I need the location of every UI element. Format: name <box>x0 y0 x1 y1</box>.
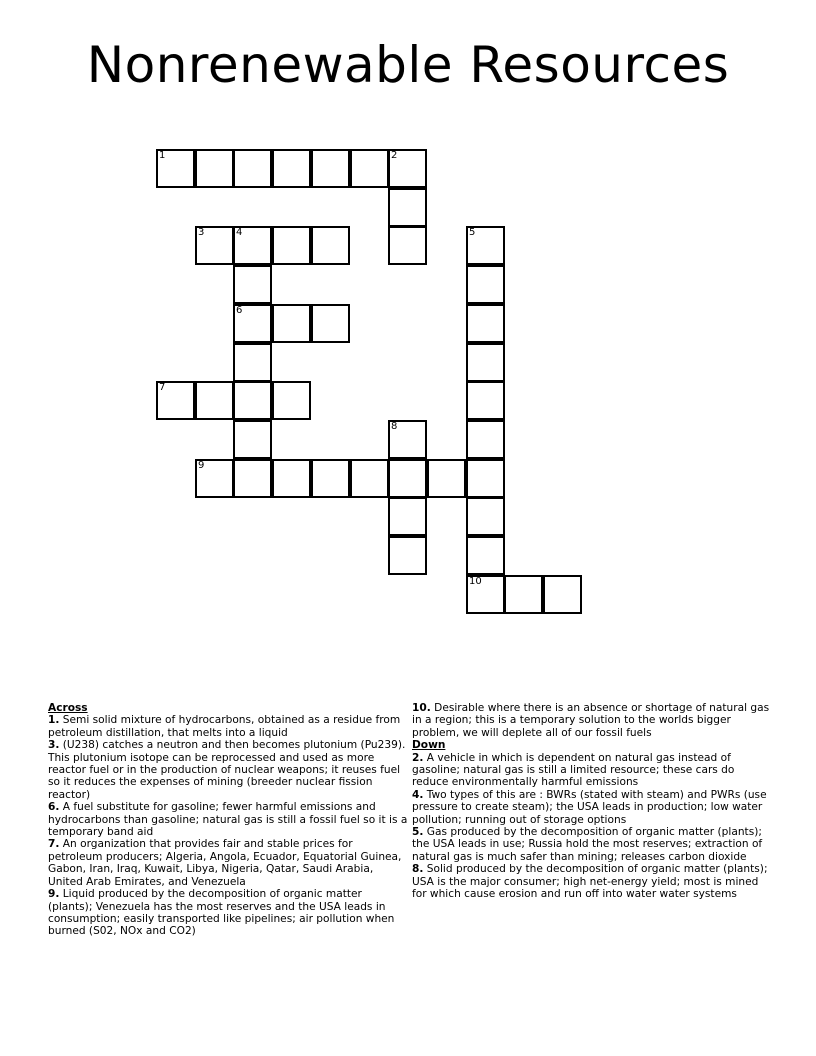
cell-number: 7 <box>159 382 166 393</box>
clue-number: 8. <box>412 863 424 876</box>
grid-cell[interactable] <box>466 226 505 265</box>
grid-cell[interactable] <box>272 226 311 265</box>
clue-across-6 <box>48 801 408 838</box>
grid-cell[interactable] <box>466 304 505 343</box>
grid-cell[interactable] <box>233 420 272 459</box>
clue-across-1 <box>48 714 408 739</box>
grid-cell[interactable] <box>466 420 505 459</box>
grid-cell[interactable] <box>195 381 234 420</box>
clue-down-8 <box>412 863 772 900</box>
cell-number: 6 <box>236 305 243 316</box>
clue-across-3 <box>48 739 408 801</box>
clue-number: 10. <box>412 702 431 714</box>
grid-cell[interactable] <box>233 265 272 304</box>
grid-cell[interactable] <box>466 459 505 498</box>
grid-cell[interactable] <box>311 149 350 188</box>
grid-cell[interactable] <box>311 459 350 498</box>
clue-across-7 <box>48 838 408 888</box>
grid-cell[interactable] <box>233 381 272 420</box>
grid-cell[interactable] <box>388 226 427 265</box>
clue-number: 2. <box>412 751 424 764</box>
clue-text: Gas produced by the decomposition of organic matter (plants); the USA leads in use; Russia hold the most reserves; extraction of natural gas is much safer than mining; releases carbon dioxide <box>412 826 763 863</box>
cell-number: 1 <box>159 150 166 161</box>
clue-number: 9. <box>48 888 60 901</box>
cell-number: 4 <box>236 227 243 238</box>
grid-cell[interactable] <box>311 226 350 265</box>
clue-text: Two types of this are : BWRs (stated with steam) and PWRs (use pressure to create steam); the USA leads in production; low water pollution; running out of storage options <box>412 788 767 826</box>
grid-cell[interactable] <box>272 149 311 188</box>
grid-cell[interactable] <box>466 575 505 614</box>
grid-cell[interactable] <box>195 459 234 498</box>
clue-down-4 <box>412 789 772 826</box>
grid-cell[interactable] <box>233 149 272 188</box>
clues-column-left <box>48 702 408 938</box>
cell-number: 8 <box>391 421 398 432</box>
cell-number: 5 <box>469 227 476 238</box>
clue-number: 1. <box>48 714 60 727</box>
clue-down-5 <box>412 826 772 863</box>
grid-cell[interactable] <box>388 420 427 459</box>
clue-text: A fuel substitute for gasoline; fewer harmful emissions and hydrocarbons than gasoline; natural gas is still a fossil fuel so it is a temporary band aid <box>48 801 408 839</box>
cell-number: 3 <box>198 227 205 238</box>
clue-text: A vehicle in which is dependent on natural gas instead of gasoline; natural gas is still a limited resource; these cars do reduce environmentally harmful emissions <box>412 751 735 789</box>
clue-text: Semi solid mixture of hydrocarbons, obtained as a residue from petroleum distillation, that melts into a liquid <box>48 714 401 739</box>
grid-cell[interactable] <box>272 459 311 498</box>
clue-number: 3. <box>48 739 60 752</box>
grid-cell[interactable] <box>311 304 350 343</box>
clue-number: 4. <box>412 788 424 801</box>
clue-text: Desirable where there is an absence or shortage of natural gas in a region; this is a temporary solution to the worlds bigger problem, we will deplete all of our fossil fuels <box>412 702 770 739</box>
cell-number: 9 <box>198 460 205 471</box>
grid-cell[interactable] <box>233 304 272 343</box>
grid-cell[interactable] <box>156 381 195 420</box>
grid-cell[interactable] <box>233 343 272 382</box>
grid-cell[interactable] <box>466 265 505 304</box>
grid-cell[interactable] <box>504 575 543 614</box>
grid-cell[interactable] <box>388 536 427 575</box>
grid-cell[interactable] <box>466 381 505 420</box>
grid-cell[interactable] <box>350 149 389 188</box>
clue-text: (U238) catches a neutron and then becomes plutonium (Pu239). This plutonium isotope can be reprocessed and used as more reactor fuel or in the production of nuclear weapons; it reuses fuel so it reduces the expenses of mining (breeder nuclear fission reactor) <box>48 739 406 801</box>
clues-column-right <box>412 702 772 901</box>
grid-cell[interactable] <box>543 575 582 614</box>
grid-cell[interactable] <box>427 459 466 498</box>
clue-down-2 <box>412 752 772 789</box>
clue-text: Liquid produced by the decomposition of organic matter (plants); Venezuela has the most reserves and the USA leads in consumption; easily transported like pipelines; air pollution when burned (S02, NOx and CO2) <box>48 888 395 938</box>
grid-cell[interactable] <box>388 149 427 188</box>
clue-number: 7. <box>48 838 60 851</box>
grid-cell[interactable] <box>272 381 311 420</box>
grid-cell[interactable] <box>466 497 505 536</box>
page-title: Nonrenewable Resources <box>86 36 730 94</box>
clue-text: An organization that provides fair and stable prices for petroleum producers; Algeria, Angola, Ecuador, Equatorial Guinea, Gabon, Iran, Iraq, Kuwait, Libya, Nigeria, Qatar, Saudi Arabia, United Arab Emirates, and Venezuela <box>48 838 402 888</box>
clue-number: 6. <box>48 801 60 814</box>
grid-cell[interactable] <box>388 188 427 227</box>
grid-cell[interactable] <box>156 149 195 188</box>
clue-number: 5. <box>412 826 424 839</box>
down-heading: Down <box>412 739 446 752</box>
clue-across-9 <box>48 888 408 938</box>
across-heading: Across <box>48 702 88 714</box>
cell-number: 2 <box>391 150 398 161</box>
grid-cell[interactable] <box>195 149 234 188</box>
clue-across-10 <box>412 702 772 739</box>
grid-cell[interactable] <box>350 459 389 498</box>
grid-cell[interactable] <box>388 497 427 536</box>
grid-cell[interactable] <box>233 459 272 498</box>
grid-cell[interactable] <box>466 536 505 575</box>
clue-text: Solid produced by the decomposition of organic matter (plants); USA is the major consumer; high net-energy yield; most is mined for which cause erosion and run off into water water systems <box>412 863 768 901</box>
grid-cell[interactable] <box>272 304 311 343</box>
grid-cell[interactable] <box>195 226 234 265</box>
grid-cell[interactable] <box>388 459 427 498</box>
grid-cell[interactable] <box>466 343 505 382</box>
cell-number: 10 <box>469 576 482 587</box>
grid-cell[interactable] <box>233 226 272 265</box>
